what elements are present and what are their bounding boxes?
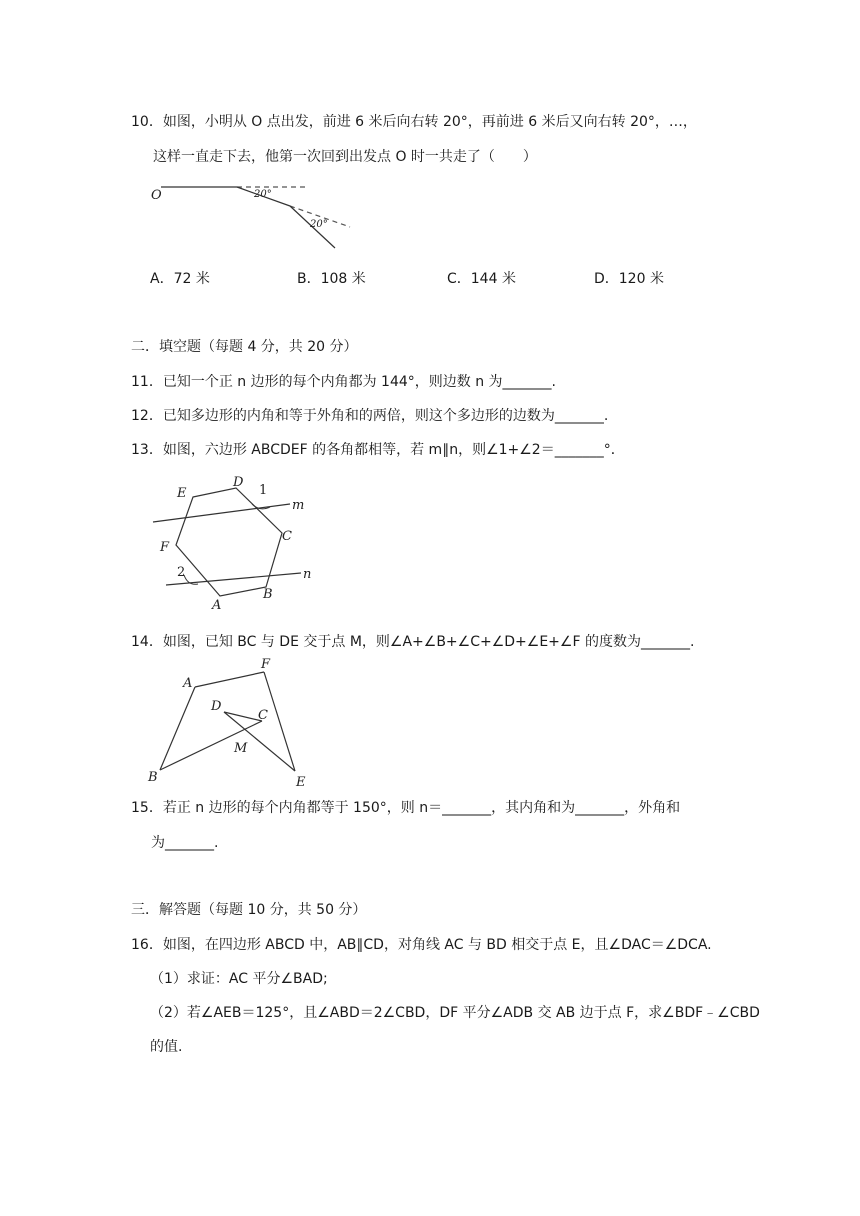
q10-option-a: A．72 米 — [150, 271, 210, 287]
q10-option-d: D．120 米 — [594, 271, 664, 287]
q10-point-o: O — [151, 188, 162, 203]
q13-label-m: m — [292, 498, 305, 513]
q13-label-e: E — [177, 486, 187, 501]
q15-line2: 为_______. — [151, 835, 219, 851]
q14-text: 14．如图，已知 BC 与 DE 交于点 M，则∠A+∠B+∠C+∠D+∠E+∠F 的度数为_______. — [131, 634, 695, 650]
q10-option-c: C．144 米 — [447, 271, 516, 287]
q16-line-end: 的值. — [150, 1039, 183, 1055]
q13-label-b: B — [263, 587, 273, 602]
q10-line2: 这样一直走下去，他第一次回到出发点 O 时一共走了（ ） — [153, 149, 537, 165]
q14-label-b: B — [148, 770, 158, 785]
q10-angle2-label: 20° — [310, 219, 328, 230]
q14-label-d: D — [211, 699, 222, 714]
q14-label-e: E — [296, 775, 306, 790]
q14-label-f: F — [261, 657, 271, 672]
q10-option-b: B．108 米 — [297, 271, 366, 287]
q16-line1: 16．如图，在四边形 ABCD 中，AB∥CD，对角线 AC 与 BD 相交于点 E，且∠DAC＝∠DCA. — [131, 937, 712, 953]
q14-label-m: M — [234, 741, 248, 756]
section2-title: 二．填空题（每题 4 分，共 20 分） — [131, 339, 358, 355]
q13-label-c: C — [282, 529, 292, 544]
q11-text: 11．已知一个正 n 边形的每个内角都为 144°，则边数 n 为_______. — [131, 374, 556, 390]
q13-label-n: n — [303, 567, 312, 582]
q12-text: 12．已知多边形的内角和等于外角和的两倍，则这个多边形的边数为_______. — [131, 408, 609, 424]
q15-line1: 15．若正 n 边形的每个内角都等于 150°，则 n＝_______，其内角和为_______，外角和 — [131, 800, 681, 816]
q13-angle1: 1 — [259, 483, 268, 498]
q16-part2: （2）若∠AEB＝125°，且∠ABD＝2∠CBD，DF 平分∠ADB 交 AB 边于点 F，求∠BDF﹣∠CBD — [150, 1005, 760, 1021]
q13-label-d: D — [233, 475, 244, 490]
q14-label-c: C — [258, 708, 268, 723]
q13-text: 13．如图，六边形 ABCDEF 的各角都相等，若 m∥n，则∠1+∠2＝_______°． — [131, 442, 625, 458]
q14-label-a: A — [183, 676, 193, 691]
q13-label-f: F — [160, 540, 170, 555]
q13-angle2: 2 — [177, 565, 186, 580]
q10-angle1-label: 20° — [254, 189, 272, 200]
section3-title: 三．解答题（每题 10 分，共 50 分） — [131, 902, 367, 918]
q13-label-a: A — [212, 598, 222, 613]
q16-part1: （1）求证：AC 平分∠BAD; — [150, 971, 328, 987]
q10-line1: 10．如图，小明从 O 点出发，前进 6 米后向右转 20°，再前进 6 米后又向右转 20°，…， — [131, 114, 697, 130]
